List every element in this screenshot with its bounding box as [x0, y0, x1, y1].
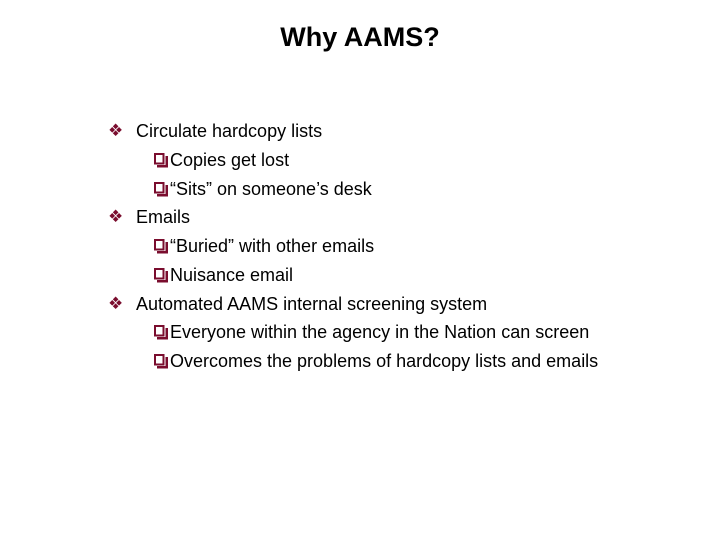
- sub-bullet-item: [108, 347, 698, 376]
- bullet-list: [108, 117, 698, 376]
- bullet-text: Emails: [136, 207, 191, 228]
- diamond-bullet-icon: ❖: [108, 207, 124, 227]
- bullet-item: [108, 117, 698, 146]
- sub-bullet-item: [108, 175, 698, 204]
- square-checkbox-bullet-icon: [153, 181, 168, 197]
- sub-bullet-item: [108, 261, 698, 290]
- sub-bullet-text: Everyone within the agency in the Nation can screen: [170, 322, 590, 343]
- sub-bullet-text: Overcomes the problems of hardcopy lists and emails: [170, 351, 599, 371]
- square-checkbox-bullet-icon: [153, 238, 168, 254]
- slide-title: Why AAMS?: [280, 22, 440, 52]
- square-checkbox-bullet-icon: [153, 152, 168, 168]
- sub-bullet-item: [108, 232, 698, 261]
- sub-bullet-item: [108, 146, 698, 175]
- sub-bullet-text: Nuisance email: [170, 264, 294, 285]
- sub-bullet-text: “Sits” on someone’s desk: [170, 178, 372, 199]
- diamond-bullet-icon: ❖: [108, 121, 124, 140]
- bullet-text: Circulate hardcopy lists: [136, 121, 323, 141]
- bullet-text: Automated AAMS internal screening system: [136, 293, 488, 314]
- sub-bullet-text: Copies get lost: [170, 149, 290, 170]
- diamond-bullet-icon: ❖: [108, 293, 124, 313]
- square-checkbox-bullet-icon: [153, 353, 168, 369]
- square-checkbox-bullet-icon: [153, 324, 168, 340]
- sub-bullet-text: “Buried” with other emails: [170, 236, 375, 256]
- bullet-item: [108, 203, 698, 232]
- bullet-item: [108, 290, 698, 319]
- square-checkbox-bullet-icon: [153, 267, 168, 283]
- sub-bullet-item: [108, 318, 698, 347]
